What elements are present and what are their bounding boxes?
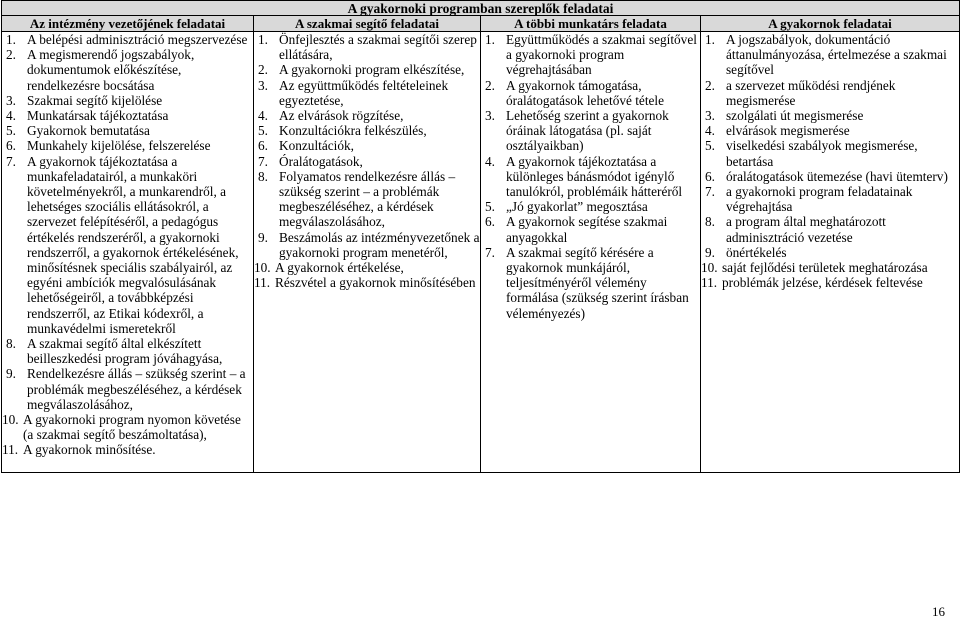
item-number: 11.: [701, 275, 718, 291]
list-item: [701, 78, 959, 108]
list-item: [254, 78, 480, 108]
item-number: 2.: [6, 47, 16, 63]
item-number: 4.: [6, 108, 16, 124]
column-trainee: [701, 32, 960, 473]
list-item: [2, 442, 253, 457]
item-text: önértékelés: [726, 244, 787, 260]
item-text: Az elvárások rögzítése,: [279, 108, 404, 124]
column-director: [2, 32, 254, 473]
item-number: 6.: [258, 138, 268, 154]
item-text: Munkatársak tájékoztatása: [27, 108, 169, 124]
list-item: [2, 412, 253, 442]
item-number: 9.: [6, 366, 16, 382]
item-text: A gyakornok minősítése.: [23, 442, 156, 458]
item-number: 9.: [258, 229, 268, 245]
item-text: A gyakornok támogatása, óralátogatások lehetővé tétele: [506, 77, 665, 108]
item-number: 11.: [2, 442, 19, 458]
item-text: Szakmai segítő kijelölése: [27, 92, 163, 108]
list-item: [254, 154, 480, 169]
list-item: [481, 108, 700, 154]
item-text: a program által meghatározott adminisztráció vezetése: [726, 214, 886, 245]
item-text: A gyakornoki program nyomon követése (a szakmai segítő beszámoltatása),: [23, 412, 241, 443]
item-number: 1.: [258, 32, 268, 47]
item-text: A gyakornok segítése szakmai anyagokkal: [506, 214, 668, 245]
task-list: [481, 32, 700, 321]
item-number: 6.: [485, 214, 495, 230]
column-mentor: [254, 32, 481, 473]
item-number: 11.: [254, 275, 271, 291]
table-title: A gyakornoki programban szereplők feladatai: [2, 1, 960, 16]
item-number: 10.: [254, 260, 271, 276]
item-text: Részvétel a gyakornok minősítésében: [275, 275, 476, 291]
item-number: 3.: [258, 77, 268, 93]
tasks-table: [1, 0, 960, 473]
item-text: A megismerendő jogszabályok, dokumentumok előkészítése, rendelkezésre bocsátása: [27, 47, 195, 93]
item-number: 10.: [701, 260, 718, 276]
item-text: Együttműködés a szakmai segítővel a gyakornoki program végrehajtásában: [506, 32, 697, 78]
item-number: 3.: [6, 92, 16, 108]
item-number: 7.: [6, 153, 16, 169]
item-number: 4.: [705, 123, 715, 139]
item-text: Az együttműködés feltételeinek egyeztetése,: [279, 77, 449, 108]
item-number: 1.: [6, 32, 16, 47]
item-text: szolgálati út megismerése: [726, 108, 864, 124]
list-item: [254, 138, 480, 153]
item-number: 6.: [705, 168, 715, 184]
list-item: [701, 138, 959, 168]
item-text: elvárások megismerése: [726, 123, 850, 139]
list-item: [254, 275, 480, 290]
list-item: [2, 108, 253, 123]
item-text: a szervezet működési rendjének megismerése: [726, 77, 896, 108]
item-number: 4.: [258, 108, 268, 124]
list-item: [701, 108, 959, 123]
item-text: A gyakornok tájékoztatása a munkafeladatairól, a munkaköri követelményekről, a munkarendről, a lehetséges szociális ellátásokról, a szervezet felépítéséről, a pedagógus értékelés rendszeréről, a gyakornoki rendszerről, a gyakornok értékelésének, minősítésnek speciális szabályairól, az egyéni ambíciók megvalósulásának lehetőségeiről, a továbbképzési rendszerről, az Etikai kódexről, a munkavédelmi ismeretekről: [27, 153, 239, 336]
item-text: A jogszabályok, dokumentáció áttanulmányozása, értelmezése a szakmai segítővel: [726, 32, 947, 78]
item-number: 3.: [485, 108, 495, 124]
item-text: óralátogatások ütemezése (havi ütemterv): [726, 168, 948, 184]
list-item: [254, 108, 480, 123]
list-item: [2, 93, 253, 108]
item-text: A belépési adminisztráció megszervezése: [27, 32, 248, 47]
list-item: [2, 366, 253, 412]
item-text: „Jó gyakorlat” megosztása: [506, 199, 648, 215]
list-item: [481, 78, 700, 108]
list-item: [701, 169, 959, 184]
column-colleagues: [481, 32, 701, 473]
list-item: [2, 47, 253, 93]
list-item: [2, 154, 253, 336]
item-text: Konzultációk,: [279, 138, 354, 154]
item-text: Munkahely kijelölése, felszerelése: [27, 138, 211, 154]
item-number: 10.: [2, 412, 19, 428]
list-item: [481, 32, 700, 78]
item-number: 8.: [258, 168, 268, 184]
header-director: Az intézmény vezetőjének feladatai: [2, 16, 254, 32]
list-item: [701, 123, 959, 138]
item-text: A gyakornok tájékoztatása a különleges bánásmódot igénylő tanulókról, problémáik hátteréről: [506, 153, 683, 200]
item-number: 8.: [705, 214, 715, 230]
item-text: Önfejlesztés a szakmai segítői szerep ellátására,: [279, 32, 477, 63]
item-text: Beszámolás az intézményvezetőnek a gyakornoki program menetéről,: [279, 229, 480, 260]
item-text: saját fejlődési területek meghatározása: [722, 260, 928, 276]
list-item: [701, 260, 959, 275]
header-mentor: A szakmai segítő feladatai: [254, 16, 481, 32]
item-text: Folyamatos rendelkezésre állás – szükség szerint – a problémák megbeszéléséhez, a kérdések megválaszolásához,: [279, 168, 456, 230]
task-list: [701, 32, 959, 290]
list-item: [701, 275, 959, 290]
item-number: 5.: [705, 138, 715, 154]
item-text: Óralátogatások,: [279, 153, 363, 169]
item-number: 2.: [258, 62, 268, 78]
task-list: [2, 32, 253, 458]
item-number: 2.: [485, 77, 495, 93]
item-number: 9.: [705, 244, 715, 260]
list-item: [701, 32, 959, 78]
list-item: [481, 245, 700, 321]
item-text: A gyakornoki program elkészítése,: [279, 62, 465, 78]
item-text: A gyakornok értékelése,: [275, 260, 404, 276]
item-number: 7.: [485, 244, 495, 260]
item-text: viselkedési szabályok megismerése, betartása: [726, 138, 918, 169]
task-list: [254, 32, 480, 290]
item-number: 2.: [705, 77, 715, 93]
list-item: [254, 230, 480, 260]
header-colleagues: A többi munkatárs feladata: [481, 16, 701, 32]
page-number: 16: [932, 604, 945, 619]
list-item: [2, 336, 253, 366]
item-number: 8.: [6, 336, 16, 352]
item-text: A szakmai segítő által elkészített beilleszkedési program jóváhagyása,: [27, 336, 223, 367]
item-number: 4.: [485, 153, 495, 169]
list-item: [254, 32, 480, 62]
list-item: [2, 138, 253, 153]
list-item: [701, 245, 959, 260]
list-item: [701, 214, 959, 244]
list-item: [2, 32, 253, 47]
list-item: [254, 260, 480, 275]
item-number: 1.: [705, 32, 715, 47]
item-number: 7.: [705, 184, 715, 200]
list-item: [481, 199, 700, 214]
item-text: Konzultációkra felkészülés,: [279, 123, 427, 139]
item-text: a gyakornoki program feladatainak végrehajtása: [726, 184, 913, 215]
item-text: Lehetőség szerint a gyakornok óráinak látogatása (pl. saját osztályaikban): [506, 108, 669, 154]
list-item: [254, 62, 480, 77]
item-text: problémák jelzése, kérdések feltevése: [722, 275, 923, 291]
list-item: [701, 184, 959, 214]
item-number: 7.: [258, 153, 268, 169]
list-item: [254, 169, 480, 230]
list-item: [2, 123, 253, 138]
item-text: A szakmai segítő kérésére a gyakornok munkájáról, teljesítményéről vélemény formálása (szükség szerint írásban véleményezés): [506, 244, 689, 321]
item-number: 1.: [485, 32, 495, 47]
item-text: Rendelkezésre állás – szükség szerint – a problémák megbeszéléséhez, a kérdések megválaszolásához,: [27, 366, 246, 412]
item-number: 5.: [258, 123, 268, 139]
document: [1, 0, 959, 473]
item-number: 3.: [705, 108, 715, 124]
item-number: 5.: [485, 199, 495, 215]
list-item: [481, 154, 700, 200]
list-item: [481, 214, 700, 244]
item-number: 5.: [6, 123, 16, 139]
item-text: Gyakornok bemutatása: [27, 123, 150, 139]
list-item: [254, 123, 480, 138]
header-trainee: A gyakornok feladatai: [701, 16, 960, 32]
item-number: 6.: [6, 138, 16, 154]
